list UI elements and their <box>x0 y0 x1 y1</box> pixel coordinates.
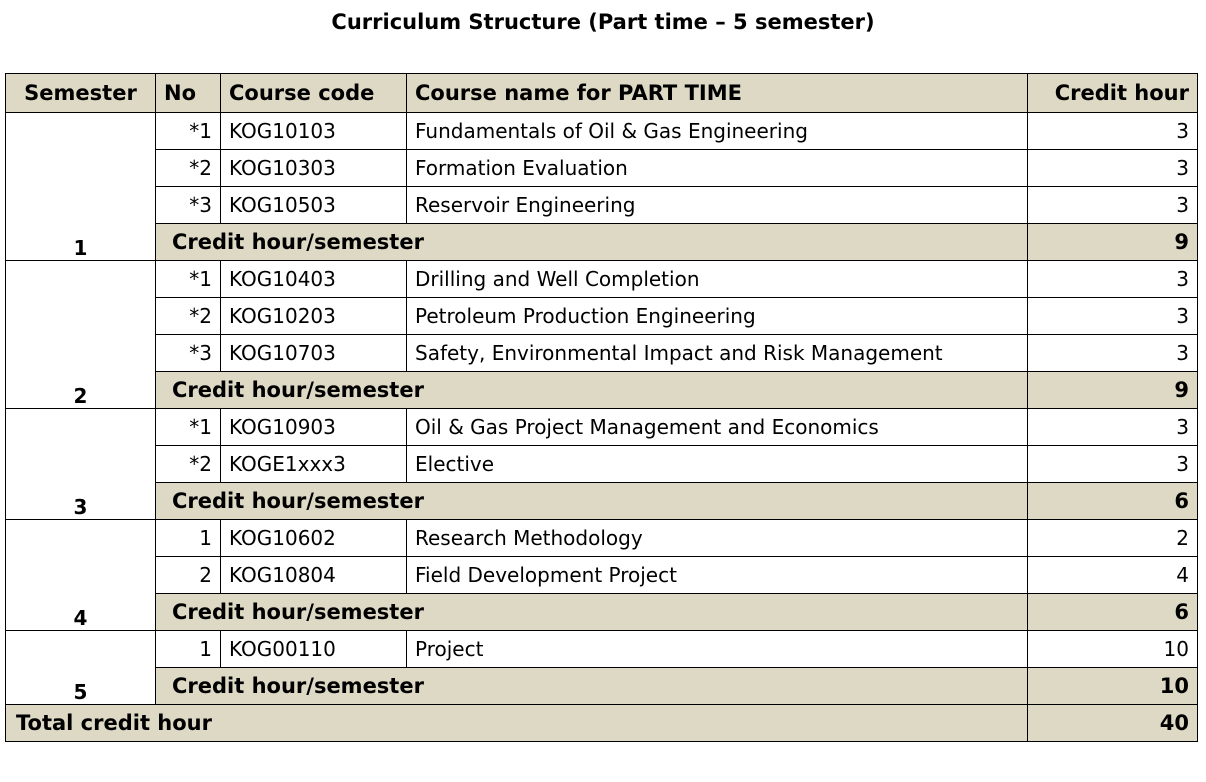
subtotal-label: Credit hour/semester <box>156 594 1028 631</box>
course-code: KOG10403 <box>221 261 407 298</box>
course-code: KOG00110 <box>221 631 407 668</box>
total-row <box>6 705 1198 742</box>
course-credit: 10 <box>1028 631 1198 668</box>
course-name: Reservoir Engineering <box>407 187 1028 224</box>
header-no: No <box>156 74 221 113</box>
table-row <box>6 261 1198 298</box>
course-name: Field Development Project <box>407 557 1028 594</box>
table-row <box>6 150 1198 187</box>
course-credit: 4 <box>1028 557 1198 594</box>
course-no: *2 <box>156 150 221 187</box>
table-row <box>6 409 1198 446</box>
subtotal-label: Credit hour/semester <box>156 668 1028 705</box>
course-name: Safety, Environmental Impact and Risk Management <box>407 335 1028 372</box>
course-code: KOG10203 <box>221 298 407 335</box>
subtotal-value: 9 <box>1028 372 1198 409</box>
course-name: Fundamentals of Oil & Gas Engineering <box>407 113 1028 150</box>
semester-cell: 3 <box>6 409 156 520</box>
course-no: 2 <box>156 557 221 594</box>
header-credit-hour: Credit hour <box>1028 74 1198 113</box>
subtotal-row <box>6 668 1198 705</box>
semester-cell: 5 <box>6 631 156 705</box>
subtotal-value: 10 <box>1028 668 1198 705</box>
semester-cell: 2 <box>6 261 156 409</box>
course-credit: 3 <box>1028 446 1198 483</box>
course-no: 1 <box>156 520 221 557</box>
subtotal-label: Credit hour/semester <box>156 224 1028 261</box>
subtotal-row <box>6 594 1198 631</box>
course-name: Petroleum Production Engineering <box>407 298 1028 335</box>
header-course-name: Course name for PART TIME <box>407 74 1028 113</box>
header-semester: Semester <box>6 74 156 113</box>
table-row <box>6 335 1198 372</box>
curriculum-table <box>5 73 1198 742</box>
subtotal-value: 9 <box>1028 224 1198 261</box>
course-no: 1 <box>156 631 221 668</box>
course-code: KOG10303 <box>221 150 407 187</box>
table-row <box>6 557 1198 594</box>
semester-cell: 4 <box>6 520 156 631</box>
course-no: *3 <box>156 335 221 372</box>
course-credit: 3 <box>1028 409 1198 446</box>
total-value: 40 <box>1028 705 1198 742</box>
table-row <box>6 298 1198 335</box>
course-credit: 3 <box>1028 187 1198 224</box>
course-credit: 3 <box>1028 150 1198 187</box>
course-code: KOG10804 <box>221 557 407 594</box>
total-label: Total credit hour <box>6 705 1028 742</box>
header-course-code: Course code <box>221 74 407 113</box>
course-code: KOG10903 <box>221 409 407 446</box>
table-row <box>6 187 1198 224</box>
table-row <box>6 446 1198 483</box>
subtotal-value: 6 <box>1028 594 1198 631</box>
course-credit: 3 <box>1028 261 1198 298</box>
course-code: KOGE1xxx3 <box>221 446 407 483</box>
subtotal-row <box>6 372 1198 409</box>
course-name: Oil & Gas Project Management and Economics <box>407 409 1028 446</box>
subtotal-label: Credit hour/semester <box>156 483 1028 520</box>
course-name: Formation Evaluation <box>407 150 1028 187</box>
course-no: *1 <box>156 409 221 446</box>
course-no: *1 <box>156 261 221 298</box>
subtotal-row <box>6 224 1198 261</box>
subtotal-row <box>6 483 1198 520</box>
course-no: *2 <box>156 446 221 483</box>
table-row <box>6 113 1198 150</box>
course-credit: 3 <box>1028 113 1198 150</box>
course-credit: 3 <box>1028 298 1198 335</box>
header-row <box>6 74 1198 113</box>
course-no: *1 <box>156 113 221 150</box>
course-name: Project <box>407 631 1028 668</box>
course-code: KOG10602 <box>221 520 407 557</box>
course-code: KOG10103 <box>221 113 407 150</box>
course-name: Research Methodology <box>407 520 1028 557</box>
table-row <box>6 631 1198 668</box>
course-credit: 3 <box>1028 335 1198 372</box>
course-code: KOG10503 <box>221 187 407 224</box>
course-name: Drilling and Well Completion <box>407 261 1028 298</box>
table-row <box>6 520 1198 557</box>
course-name: Elective <box>407 446 1028 483</box>
subtotal-value: 6 <box>1028 483 1198 520</box>
document-title: Curriculum Structure (Part time – 5 semester) <box>331 10 875 34</box>
course-no: *2 <box>156 298 221 335</box>
subtotal-label: Credit hour/semester <box>156 372 1028 409</box>
semester-cell: 1 <box>6 113 156 261</box>
course-code: KOG10703 <box>221 335 407 372</box>
course-credit: 2 <box>1028 520 1198 557</box>
course-no: *3 <box>156 187 221 224</box>
